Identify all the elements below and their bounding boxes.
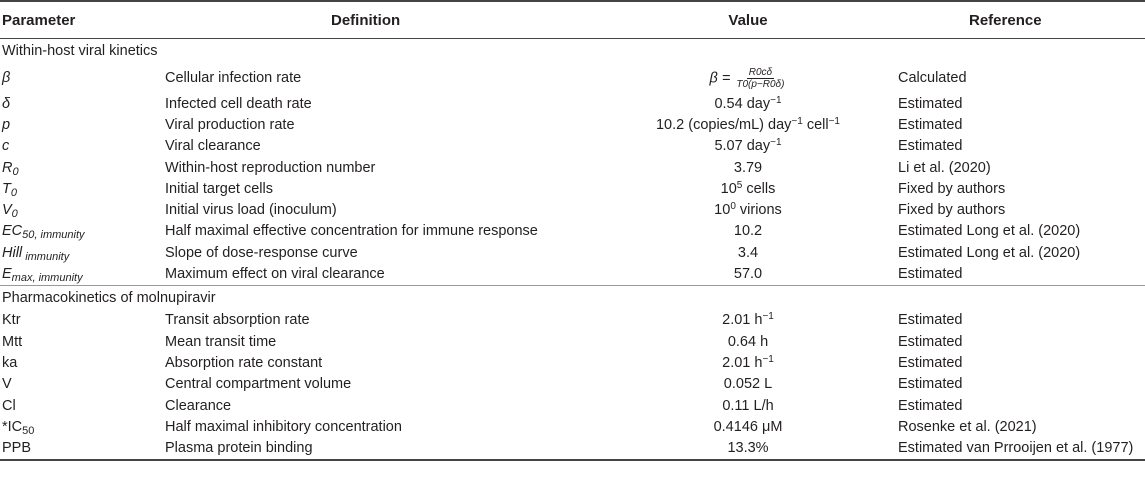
formula-denominator: T0(p−R0δ) — [736, 78, 785, 90]
param-cell — [0, 199, 163, 220]
param-cell — [0, 221, 163, 242]
definition-cell: Cellular infection rate — [165, 70, 302, 86]
param-base: V — [2, 202, 12, 219]
table-row — [0, 242, 1145, 263]
value-cell: 0.4146 μM — [713, 418, 783, 435]
param-cell — [0, 178, 163, 199]
value-cell — [600, 352, 896, 373]
value-base: 0.54 day — [714, 95, 771, 112]
value-base: 10 — [714, 202, 731, 219]
value-sup: 5 — [736, 179, 743, 191]
param-cell: Mtt — [2, 333, 23, 350]
reference-cell: Estimated — [898, 312, 963, 329]
value-cell — [600, 178, 896, 199]
table-row — [0, 263, 1145, 285]
param-base: R — [2, 159, 13, 176]
definition-cell: Initial virus load (inoculum) — [165, 202, 337, 219]
reference-cell: Estimated Long et al. (2020) — [898, 223, 1081, 240]
param-cell: δ — [2, 95, 11, 112]
table-row — [0, 416, 1145, 437]
value-cell: 13.3% — [600, 437, 896, 459]
reference-cell: Estimated — [898, 354, 963, 371]
table-row — [0, 93, 1145, 114]
value-base: 5.07 day — [714, 138, 771, 155]
header-reference: Reference — [896, 1, 1145, 39]
header-parameter: Parameter — [0, 1, 163, 39]
param-cell: p — [2, 116, 11, 133]
formula-fraction — [734, 67, 786, 90]
param-base: E — [2, 266, 12, 283]
param-cell: ka — [2, 354, 18, 371]
value-sup: 0 — [730, 201, 736, 213]
param-sub: immunity — [22, 250, 70, 263]
definition-cell: Clearance — [165, 397, 232, 414]
param-cell: V — [2, 376, 12, 393]
reference-cell: Estimated — [898, 138, 963, 155]
section-heading-row — [0, 285, 1145, 310]
definition-cell: Plasma protein binding — [163, 437, 600, 459]
table-row — [0, 310, 1145, 331]
definition-cell: Viral production rate — [165, 116, 295, 133]
table-row — [0, 178, 1145, 199]
param-base: Hill — [2, 244, 23, 261]
param-cell: c — [2, 138, 10, 155]
section-title-viral-kinetics: Within-host viral kinetics — [2, 43, 158, 59]
reference-cell: Estimated — [898, 333, 963, 350]
reference-cell: Fixed by authors — [898, 180, 1006, 197]
table-row — [0, 221, 1145, 242]
reference-cell: Estimated Long et al. (2020) — [898, 244, 1081, 261]
value-cell: 3.4 — [737, 244, 759, 261]
table-row — [0, 63, 1145, 93]
definition-cell: Slope of dose-response curve — [165, 244, 358, 261]
formula-numerator: R0cδ — [748, 66, 773, 78]
param-cell — [0, 416, 163, 437]
value-base: 2.01 h — [722, 354, 763, 371]
value-cell: 57.0 — [733, 266, 763, 283]
value-sup: −1 — [762, 353, 774, 365]
reference-cell: Estimated van Prrooijen et al. (1977) — [896, 437, 1145, 459]
value-cell — [600, 136, 896, 157]
value-sup: −1 — [770, 94, 782, 106]
reference-cell: Estimated — [898, 116, 963, 133]
definition-cell: Maximum effect on viral clearance — [165, 266, 385, 283]
param-cell — [0, 242, 163, 263]
value-cell: 0.11 L/h — [722, 397, 774, 414]
value-base: 2.01 h — [722, 312, 763, 329]
reference-cell: Rosenke et al. (2021) — [898, 418, 1037, 435]
param-sub: 0 — [10, 186, 17, 199]
value-part-b: cell — [802, 116, 829, 133]
table-row — [0, 114, 1145, 135]
value-cell — [600, 114, 896, 135]
param-cell: PPB — [0, 437, 163, 459]
value-cell — [600, 310, 896, 331]
value-cell: 10.2 — [733, 223, 763, 240]
param-sub: 50 — [22, 424, 35, 437]
value-base: 10 — [720, 180, 737, 197]
reference-cell: Li et al. (2020) — [898, 159, 991, 176]
header-value: Value — [600, 1, 896, 39]
table-row — [0, 199, 1145, 220]
param-cell: Ktr — [2, 312, 21, 329]
param-base: *IC — [2, 418, 23, 435]
table-row — [0, 352, 1145, 373]
value-part-a: 10.2 (copies/mL) day — [655, 116, 792, 133]
section-title-pharmacokinetics: Pharmacokinetics of molnupiravir — [0, 285, 1145, 310]
value-sup: −1 — [791, 115, 803, 127]
value-unit: virions — [735, 202, 782, 219]
definition-cell: Half maximal effective concentration for immune response — [165, 223, 538, 240]
definition-cell: Infected cell death rate — [165, 95, 312, 112]
value-cell: 0.64 h — [727, 333, 769, 350]
table-row — [0, 157, 1145, 178]
value-cell: 3.79 — [733, 159, 763, 176]
reference-cell: Calculated — [898, 70, 967, 86]
reference-cell: Estimated — [898, 266, 963, 283]
param-cell: Cl — [2, 397, 16, 414]
param-sub: 0 — [11, 208, 18, 221]
definition-cell: Central compartment volume — [165, 376, 352, 393]
param-sub: max, immunity — [11, 272, 83, 285]
definition-cell: Absorption rate constant — [165, 354, 323, 371]
param-cell — [0, 157, 163, 178]
definition-cell: Within-host reproduction number — [165, 159, 376, 176]
definition-cell: Half maximal inhibitory concentration — [165, 418, 402, 435]
value-sup: −1 — [828, 115, 840, 127]
definition-cell: Transit absorption rate — [165, 312, 310, 329]
table-row — [0, 331, 1145, 352]
param-base: EC — [2, 223, 23, 240]
value-cell — [600, 199, 896, 220]
param-cell — [0, 263, 163, 285]
section-heading-row — [0, 39, 1145, 64]
reference-cell: Estimated — [898, 376, 963, 393]
formula-lhs: β = — [709, 69, 731, 86]
definition-cell: Mean transit time — [165, 333, 277, 350]
table-row — [0, 374, 1145, 395]
reference-cell: Estimated — [898, 95, 963, 112]
table-row — [0, 136, 1145, 157]
value-unit: cells — [742, 180, 776, 197]
header-definition: Definition — [163, 1, 600, 39]
param-sub: 50, immunity — [22, 229, 85, 242]
reference-cell: Fixed by authors — [898, 202, 1006, 219]
definition-cell: Viral clearance — [165, 138, 261, 155]
param-cell: β — [2, 70, 11, 86]
header-row — [0, 1, 1145, 39]
table-row — [0, 395, 1145, 416]
value-cell — [600, 63, 896, 93]
value-cell: 0.052 L — [723, 376, 773, 393]
param-base: T — [2, 180, 11, 197]
param-sub: 0 — [12, 165, 19, 178]
value-sup: −1 — [762, 311, 774, 323]
table-row — [0, 437, 1145, 459]
value-sup: −1 — [770, 137, 782, 149]
value-cell — [600, 93, 896, 114]
definition-cell: Initial target cells — [165, 180, 273, 197]
reference-cell: Estimated — [898, 397, 963, 414]
